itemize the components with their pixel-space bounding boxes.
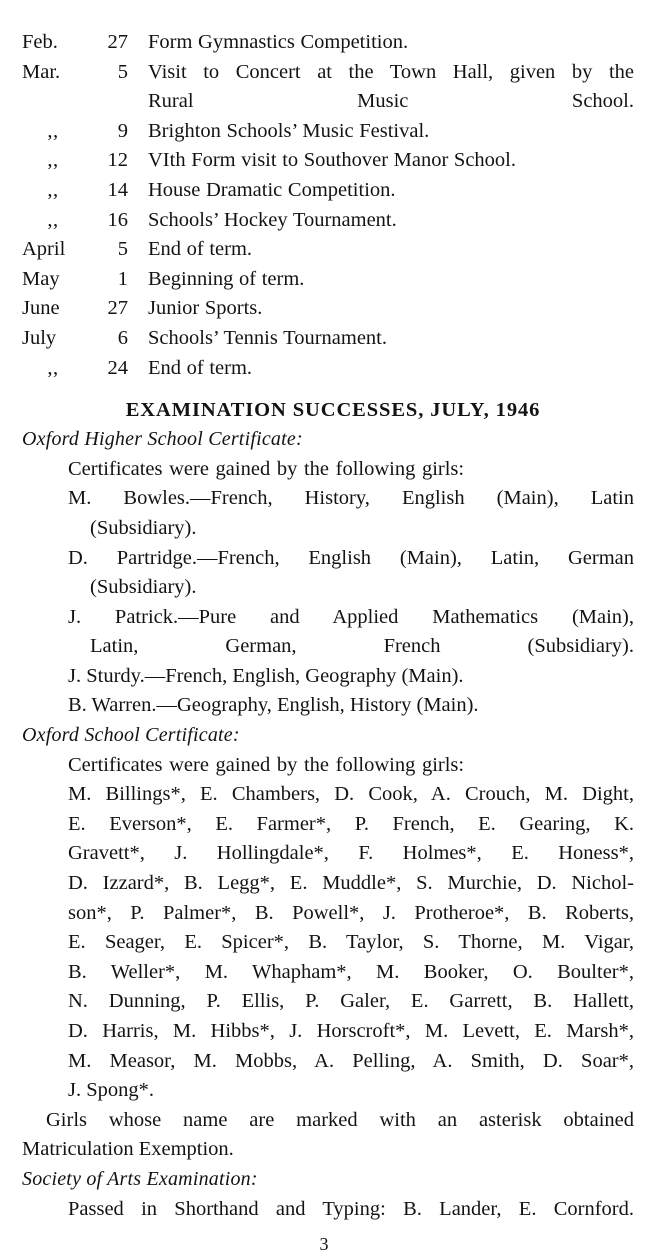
- calendar-row: [22, 235, 634, 265]
- candidate-line: M. Bowles.—French, History, English (Main), Latin: [68, 487, 634, 510]
- calendar-event: Schools’ Hockey Tournament.: [148, 208, 397, 231]
- higher-certificate-candidate: [46, 544, 634, 603]
- calendar-event: [148, 58, 634, 117]
- candidate-continuation: (Subsidiary).: [90, 516, 197, 539]
- calendar-day: 5: [117, 60, 128, 83]
- calendar-day: 16: [107, 208, 128, 231]
- school-certificate-lead-in: Certificates were gained by the following girls:: [68, 753, 465, 776]
- calendar-day: 14: [107, 178, 128, 201]
- calendar-event: Junior Sports.: [148, 297, 263, 320]
- name-list-line: M. Measor, M. Mobbs, A. Pelling, A. Smith, D. Soar*,: [68, 1049, 634, 1072]
- name-list-line: Gravett*, J. Hollingdale*, F. Holmes*, E. Honess*,: [68, 842, 634, 865]
- calendar-event: Beginning of term.: [148, 267, 305, 290]
- society-of-arts-subheading: Society of Arts Examination:: [22, 1167, 258, 1190]
- calendar-day: 5: [117, 238, 128, 261]
- calendar-row: [22, 28, 634, 58]
- candidate-line: D. Partridge.—French, English (Main), Latin, German: [68, 546, 634, 569]
- candidate-line: B. Warren.—Geography, English, History (Main).: [68, 694, 479, 717]
- calendar-month-ditto: ,,: [47, 178, 59, 201]
- calendar-row: [22, 206, 634, 236]
- calendar-month-ditto: ,,: [47, 149, 59, 172]
- calendar-row: [22, 58, 634, 117]
- calendar-event: VIth Form visit to Southover Manor School.: [148, 149, 517, 172]
- calendar-day: 12: [107, 149, 128, 172]
- calendar-row: [22, 265, 634, 295]
- matriculation-note-line: Girls whose name are marked with an asterisk obtained: [46, 1108, 634, 1131]
- name-list-line: M. Billings*, E. Chambers, D. Cook, A. Crouch, M. Dight,: [68, 783, 634, 806]
- calendar-month: Feb.: [22, 31, 58, 53]
- higher-certificate-subheading: Oxford Higher School Certificate:: [22, 428, 303, 451]
- calendar-day: 6: [117, 326, 128, 349]
- candidate-line: J. Patrick.—Pure and Applied Mathematics (Main),: [68, 605, 634, 628]
- exam-successes-heading: EXAMINATION SUCCESSES, JULY, 1946: [125, 399, 541, 422]
- calendar-month: Mar.: [22, 60, 61, 83]
- name-list-line: son*, P. Palmer*, B. Powell*, J. Protheroe*, B. Roberts,: [68, 901, 634, 924]
- name-list-line: B. Weller*, M. Whapham*, M. Booker, O. Boulter*,: [68, 960, 634, 983]
- calendar-day: 1: [117, 267, 128, 290]
- calendar-body: [22, 28, 634, 383]
- matriculation-note: [22, 1106, 634, 1165]
- calendar-month: June: [22, 297, 60, 320]
- school-certificate-block: [68, 751, 634, 1106]
- calendar-month: July: [22, 326, 57, 349]
- calendar-event: End of term.: [148, 356, 253, 379]
- calendar-event: Schools’ Tennis Tournament.: [148, 326, 387, 349]
- calendar-event: Brighton Schools’ Music Festival.: [148, 119, 430, 142]
- calendar-month: May: [22, 267, 60, 290]
- name-list-line: D. Izzard*, B. Legg*, E. Muddle*, S. Murchie, D. Nichol-: [68, 872, 634, 895]
- higher-certificate-lead-in: Certificates were gained by the following girls:: [68, 457, 465, 480]
- society-of-arts-passed: Passed in Shorthand and Typing: B. Lander, E. Cornford.: [68, 1197, 634, 1220]
- calendar-event: Form Gymnastics Competition.: [148, 31, 409, 53]
- calendar-month-ditto: ,,: [47, 119, 59, 142]
- higher-certificate-candidate: [46, 603, 634, 662]
- name-list-line: J. Spong*.: [68, 1079, 155, 1102]
- calendar-day: 24: [107, 356, 128, 379]
- higher-certificate-candidate: [46, 484, 634, 543]
- calendar-row: [22, 176, 634, 206]
- school-certificate-subheading: Oxford School Certificate:: [22, 724, 240, 747]
- higher-certificate-candidate: [46, 691, 634, 721]
- page-number: 3: [319, 1234, 329, 1255]
- name-list-line: E. Seager, E. Spicer*, B. Taylor, S. Thorne, M. Vigar,: [68, 931, 634, 954]
- calendar-row: [22, 146, 634, 176]
- name-list-line: D. Harris, M. Hibbs*, J. Horscroft*, M. Levett, E. Marsh*,: [68, 1020, 634, 1042]
- calendar-event: House Dramatic Competition.: [148, 178, 396, 201]
- calendar-row: [22, 354, 634, 384]
- calendar-day: 27: [107, 297, 128, 320]
- calendar-event-line: Visit to Concert at the Town Hall, given by the: [148, 60, 634, 83]
- calendar-month: April: [22, 238, 66, 261]
- name-list-line: N. Dunning, P. Ellis, P. Galer, E. Garrett, B. Hallett,: [68, 990, 634, 1013]
- calendar-day: 9: [117, 119, 128, 142]
- calendar-month-ditto: ,,: [47, 208, 59, 231]
- calendar-row: [22, 294, 634, 324]
- calendar-event-continuation: Rural Music School.: [148, 90, 634, 113]
- higher-certificate-candidate: [46, 662, 634, 692]
- higher-certificate-block: [68, 455, 634, 721]
- candidate-continuation: (Subsidiary).: [90, 576, 197, 599]
- calendar-row: [22, 117, 634, 147]
- candidate-continuation: Latin, German, French (Subsidiary).: [90, 635, 634, 658]
- calendar-event: End of term.: [148, 238, 253, 261]
- school-certificate-name-list: [22, 780, 634, 1106]
- school-calendar: [22, 28, 634, 383]
- calendar-row: [22, 324, 634, 354]
- matriculation-note-line: Matriculation Exemption.: [22, 1138, 234, 1161]
- name-list-line: E. Everson*, E. Farmer*, P. French, E. Gearing, K.: [68, 812, 634, 835]
- calendar-day: 27: [107, 31, 128, 53]
- calendar-month-ditto: ,,: [47, 356, 59, 379]
- candidate-line: J. Sturdy.—French, English, Geography (Main).: [68, 664, 464, 687]
